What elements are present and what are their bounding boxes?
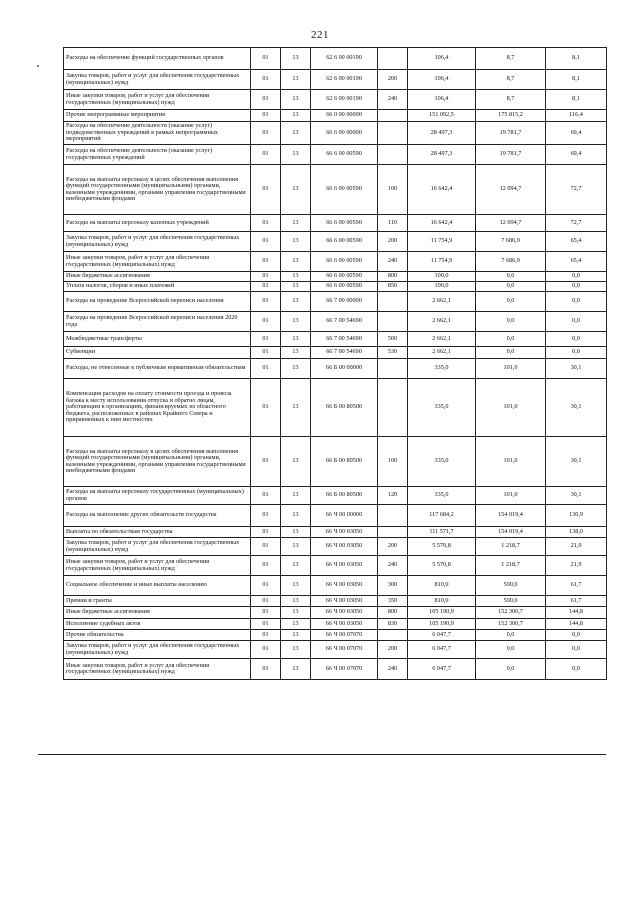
table-row <box>64 347 607 359</box>
subsection-code: 13 <box>281 215 311 232</box>
target-article-code: 66 7 00 54690 <box>311 332 378 347</box>
expense-name: Закупка товаров, работ и услуг для обеспечения государственных (муниципальных) нужд <box>64 232 251 252</box>
value-percent: 65,4 <box>546 252 607 272</box>
value-plan: 335,0 <box>408 487 476 505</box>
expense-name: Субвенции <box>64 347 251 359</box>
value-plan: 2 662,1 <box>408 312 476 332</box>
value-plan: 106,4 <box>408 70 476 90</box>
expense-type-code <box>378 110 408 122</box>
subsection-code: 13 <box>281 282 311 292</box>
target-article-code: 66 6 00 00000 <box>311 122 378 145</box>
expense-type-code: 300 <box>378 576 408 596</box>
target-article-code: 66 Ч 00 00000 <box>311 505 378 527</box>
expense-name: Расходы на выплаты персоналу казенных учреждений <box>64 215 251 232</box>
target-article-code: 66 6 00 00590 <box>311 165 378 215</box>
value-percent: 0,0 <box>546 347 607 359</box>
value-plan: 111 571,7 <box>408 527 476 538</box>
target-article-code: 62 6 00 00190 <box>311 70 378 90</box>
expense-type-code: 350 <box>378 596 408 607</box>
expense-name: Закупка товаров, работ и услуг для обеспечения государственных (муниципальных) нужд <box>64 538 251 556</box>
subsection-code: 13 <box>281 505 311 527</box>
expense-name: Расходы на выплаты персоналу в целях обеспечения выполнения функций государственными (муниципальными) органами, казенными учреждениями, органами управления государственными внебюджетными фондами <box>64 165 251 215</box>
expense-name: Расходы на выполнение других обязательств государства <box>64 505 251 527</box>
target-article-code: 66 Ч 00 03050 <box>311 619 378 630</box>
expense-type-code: 800 <box>378 607 408 619</box>
subsection-code: 13 <box>281 332 311 347</box>
subsection-code: 13 <box>281 379 311 437</box>
target-article-code: 66 6 00 00590 <box>311 272 378 282</box>
value-percent: 0,0 <box>546 312 607 332</box>
value-percent: 30,1 <box>546 359 607 379</box>
section-code: 01 <box>251 619 281 630</box>
value-actual: 152 300,7 <box>476 607 546 619</box>
value-actual: 500,0 <box>476 596 546 607</box>
table-row <box>64 312 607 332</box>
value-actual: 12 094,7 <box>476 215 546 232</box>
subsection-code: 13 <box>281 437 311 487</box>
value-plan: 100,0 <box>408 272 476 282</box>
section-code: 01 <box>251 70 281 90</box>
section-code: 01 <box>251 122 281 145</box>
value-plan: 5 570,8 <box>408 538 476 556</box>
value-plan: 2 662,1 <box>408 292 476 312</box>
target-article-code: 66 Б 00 80500 <box>311 437 378 487</box>
value-percent: 8,1 <box>546 90 607 110</box>
table-row <box>64 122 607 145</box>
target-article-code: 66 Ч 00 03050 <box>311 527 378 538</box>
value-plan: 106,4 <box>408 90 476 110</box>
subsection-code: 13 <box>281 272 311 282</box>
table-row <box>64 110 607 122</box>
table-row <box>64 145 607 165</box>
table-row <box>64 292 607 312</box>
expense-name: Расходы на выплаты персоналу в целях обеспечения выполнения функций государственными (муниципальными) органами, казенными учреждениями, органами управления государственными внебюджетными фондами <box>64 437 251 487</box>
expense-name: Иные закупки товаров, работ и услуг для обеспечения государственных (муниципальных) нужд <box>64 252 251 272</box>
expense-name: Исполнение судебных актов <box>64 619 251 630</box>
section-code: 01 <box>251 252 281 272</box>
value-percent: 72,7 <box>546 165 607 215</box>
section-code: 01 <box>251 145 281 165</box>
section-code: 01 <box>251 576 281 596</box>
section-code: 01 <box>251 110 281 122</box>
value-plan: 335,0 <box>408 359 476 379</box>
value-plan: 11 754,9 <box>408 252 476 272</box>
value-actual: 12 094,7 <box>476 165 546 215</box>
value-actual: 152 300,7 <box>476 619 546 630</box>
value-percent: 30,1 <box>546 437 607 487</box>
value-percent: 0,0 <box>546 641 607 659</box>
value-actual: 154 019,4 <box>476 527 546 538</box>
section-code: 01 <box>251 641 281 659</box>
target-article-code: 66 Ч 00 07070 <box>311 641 378 659</box>
expense-name: Расходы на обеспечение деятельности (оказание услуг) государственных учреждений <box>64 145 251 165</box>
value-actual: 0,0 <box>476 641 546 659</box>
value-actual: 0,0 <box>476 272 546 282</box>
table-row <box>64 90 607 110</box>
expense-type-code: 110 <box>378 215 408 232</box>
expense-type-code <box>378 122 408 145</box>
value-actual: 500,0 <box>476 576 546 596</box>
target-article-code: 66 Ч 00 03050 <box>311 538 378 556</box>
value-plan: 2 662,1 <box>408 332 476 347</box>
subsection-code: 13 <box>281 292 311 312</box>
subsection-code: 13 <box>281 145 311 165</box>
section-code: 01 <box>251 379 281 437</box>
target-article-code: 66 Ч 00 03050 <box>311 576 378 596</box>
value-actual: 101,0 <box>476 437 546 487</box>
value-plan: 106,4 <box>408 48 476 70</box>
value-actual: 101,0 <box>476 379 546 437</box>
expense-type-code <box>378 292 408 312</box>
expense-type-code: 240 <box>378 556 408 576</box>
value-plan: 335,0 <box>408 379 476 437</box>
expense-type-code: 830 <box>378 619 408 630</box>
target-article-code: 66 7 00 54690 <box>311 347 378 359</box>
subsection-code: 13 <box>281 487 311 505</box>
value-percent: 0,0 <box>546 292 607 312</box>
target-article-code: 62 6 00 00190 <box>311 90 378 110</box>
expense-name: Иные закупки товаров, работ и услуг для обеспечения государственных (муниципальных) нужд <box>64 659 251 680</box>
expense-type-code: 240 <box>378 252 408 272</box>
subsection-code: 13 <box>281 527 311 538</box>
value-plan: 105 190,9 <box>408 607 476 619</box>
value-plan: 2 662,1 <box>408 347 476 359</box>
target-article-code: 66 Ч 00 03050 <box>311 607 378 619</box>
table-row <box>64 437 607 487</box>
value-plan: 117 684,2 <box>408 505 476 527</box>
section-code: 01 <box>251 556 281 576</box>
subsection-code: 13 <box>281 70 311 90</box>
target-article-code: 66 6 00 00590 <box>311 215 378 232</box>
subsection-code: 13 <box>281 630 311 641</box>
target-article-code: 66 7 00 00000 <box>311 292 378 312</box>
expense-name: Выплаты по обязательствам государства <box>64 527 251 538</box>
expense-name: Прочие непрограммные мероприятия <box>64 110 251 122</box>
target-article-code: 66 Ч 00 07070 <box>311 630 378 641</box>
value-percent: 8,1 <box>546 70 607 90</box>
section-code: 01 <box>251 272 281 282</box>
section-code: 01 <box>251 48 281 70</box>
expense-name: Прочие обязательства <box>64 630 251 641</box>
table-row <box>64 576 607 596</box>
expense-name: Расходы на проведение Всероссийской переписи населения <box>64 292 251 312</box>
table-row <box>64 659 607 680</box>
value-actual: 19 781,7 <box>476 122 546 145</box>
value-actual: 101,0 <box>476 359 546 379</box>
expense-type-code: 200 <box>378 232 408 252</box>
target-article-code: 66 Б 00 80500 <box>311 487 378 505</box>
expense-type-code: 120 <box>378 487 408 505</box>
expense-type-code: 100 <box>378 165 408 215</box>
target-article-code: 66 Ч 00 03050 <box>311 596 378 607</box>
subsection-code: 13 <box>281 538 311 556</box>
value-percent: 30,1 <box>546 487 607 505</box>
target-article-code: 66 7 00 54690 <box>311 312 378 332</box>
expense-name: Социальное обеспечение и иные выплаты населению <box>64 576 251 596</box>
value-percent: 0,0 <box>546 630 607 641</box>
value-percent: 130,9 <box>546 505 607 527</box>
value-plan: 28 497,3 <box>408 122 476 145</box>
value-plan: 28 497,3 <box>408 145 476 165</box>
section-code: 01 <box>251 630 281 641</box>
value-plan: 11 754,9 <box>408 232 476 252</box>
value-plan: 151 092,5 <box>408 110 476 122</box>
section-code: 01 <box>251 527 281 538</box>
target-article-code: 66 6 00 00590 <box>311 282 378 292</box>
target-article-code: 66 Б 00 00000 <box>311 359 378 379</box>
expense-name: Иные бюджетные ассигнования <box>64 272 251 282</box>
value-plan: 5 570,8 <box>408 556 476 576</box>
value-percent: 69,4 <box>546 122 607 145</box>
table-row <box>64 252 607 272</box>
table-body <box>64 48 607 680</box>
table-row <box>64 359 607 379</box>
section-code: 01 <box>251 292 281 312</box>
expense-name: Компенсация расходов на оплату стоимости проезда и провоза багажа к месту использования отпуска и обратно лицам, работающим в организациях, финансируемых из областного бюджета, расположенных в районах Крайнего Севера и приравненных к ним местностях <box>64 379 251 437</box>
expense-name: Иные закупки товаров, работ и услуг для обеспечения государственных (муниципальных) нужд <box>64 556 251 576</box>
expense-type-code: 240 <box>378 90 408 110</box>
table-row <box>64 379 607 437</box>
section-code: 01 <box>251 607 281 619</box>
expense-name: Расходы на проведение Всероссийской переписи населения 2020 года <box>64 312 251 332</box>
section-code: 01 <box>251 312 281 332</box>
expense-name: Закупка товаров, работ и услуг для обеспечения государственных (муниципальных) нужд <box>64 641 251 659</box>
value-actual: 0,0 <box>476 292 546 312</box>
section-code: 01 <box>251 347 281 359</box>
subsection-code: 13 <box>281 122 311 145</box>
value-actual: 1 218,7 <box>476 556 546 576</box>
value-actual: 1 218,7 <box>476 538 546 556</box>
value-percent: 21,9 <box>546 556 607 576</box>
expense-type-code: 850 <box>378 282 408 292</box>
table-row <box>64 165 607 215</box>
table-row <box>64 505 607 527</box>
value-percent: 61,7 <box>546 596 607 607</box>
subsection-code: 13 <box>281 659 311 680</box>
target-article-code: 66 Б 00 80500 <box>311 379 378 437</box>
value-actual: 154 019,4 <box>476 505 546 527</box>
expense-type-code <box>378 312 408 332</box>
value-actual: 7 686,9 <box>476 232 546 252</box>
subsection-code: 13 <box>281 619 311 630</box>
expense-type-code <box>378 527 408 538</box>
expense-type-code <box>378 145 408 165</box>
table-row <box>64 630 607 641</box>
expense-name: Премии и гранты <box>64 596 251 607</box>
table-row <box>64 232 607 252</box>
value-percent: 0,0 <box>546 332 607 347</box>
subsection-code: 13 <box>281 252 311 272</box>
value-actual: 101,0 <box>476 487 546 505</box>
value-actual: 175 815,2 <box>476 110 546 122</box>
subsection-code: 13 <box>281 232 311 252</box>
value-percent: 0,0 <box>546 282 607 292</box>
expense-type-code: 500 <box>378 332 408 347</box>
value-percent: 0,0 <box>546 659 607 680</box>
value-percent: 65,4 <box>546 232 607 252</box>
value-plan: 6 047,7 <box>408 659 476 680</box>
table-row <box>64 48 607 70</box>
table-row <box>64 70 607 90</box>
expense-type-code <box>378 630 408 641</box>
subsection-code: 13 <box>281 347 311 359</box>
value-percent: 72,7 <box>546 215 607 232</box>
value-percent: 69,4 <box>546 145 607 165</box>
expense-name: Закупка товаров, работ и услуг для обеспечения государственных (муниципальных) нужд <box>64 70 251 90</box>
table-row <box>64 641 607 659</box>
table-row <box>64 272 607 282</box>
value-plan: 100,0 <box>408 282 476 292</box>
section-code: 01 <box>251 596 281 607</box>
subsection-code: 13 <box>281 641 311 659</box>
value-actual: 8,7 <box>476 70 546 90</box>
section-code: 01 <box>251 232 281 252</box>
target-article-code: 66 Ч 00 07070 <box>311 659 378 680</box>
value-percent: 138,0 <box>546 527 607 538</box>
section-code: 01 <box>251 90 281 110</box>
value-actual: 0,0 <box>476 659 546 680</box>
value-percent: 0,0 <box>546 272 607 282</box>
expense-type-code: 100 <box>378 437 408 487</box>
value-plan: 16 642,4 <box>408 215 476 232</box>
value-actual: 0,0 <box>476 282 546 292</box>
expense-name: Расходы на выплаты персоналу государственных (муниципальных) органов <box>64 487 251 505</box>
scan-speck <box>37 65 39 67</box>
table-row <box>64 556 607 576</box>
value-actual: 7 686,9 <box>476 252 546 272</box>
target-article-code: 66 0 00 00000 <box>311 110 378 122</box>
expense-name: Иные бюджетные ассигнования <box>64 607 251 619</box>
expense-type-code <box>378 359 408 379</box>
value-plan: 6 047,7 <box>408 641 476 659</box>
value-percent: 61,7 <box>546 576 607 596</box>
expense-type-code: 200 <box>378 70 408 90</box>
target-article-code: 66 6 00 00590 <box>311 252 378 272</box>
subsection-code: 13 <box>281 312 311 332</box>
value-actual: 0,0 <box>476 347 546 359</box>
section-code: 01 <box>251 165 281 215</box>
expense-type-code: 240 <box>378 659 408 680</box>
subsection-code: 13 <box>281 596 311 607</box>
value-actual: 0,0 <box>476 312 546 332</box>
section-code: 01 <box>251 215 281 232</box>
subsection-code: 13 <box>281 607 311 619</box>
expense-name: Расходы на обеспечение деятельности (оказание услуг) подведомственных учреждений в рамках непрограммных мероприятий <box>64 122 251 145</box>
budget-table <box>63 47 607 680</box>
expense-type-code <box>378 505 408 527</box>
value-plan: 16 642,4 <box>408 165 476 215</box>
section-code: 01 <box>251 659 281 680</box>
expense-type-code: 530 <box>378 347 408 359</box>
expense-name: Иные закупки товаров, работ и услуг для обеспечения государственных (муниципальных) нужд <box>64 90 251 110</box>
expense-name: Расходы, не отнесенные к публичным нормативным обязательствам <box>64 359 251 379</box>
subsection-code: 13 <box>281 576 311 596</box>
target-article-code: 62 6 00 00190 <box>311 48 378 70</box>
page-number: 221 <box>311 29 329 41</box>
section-code: 01 <box>251 505 281 527</box>
table-row <box>64 538 607 556</box>
value-plan: 335,0 <box>408 437 476 487</box>
target-article-code: 66 6 00 00590 <box>311 232 378 252</box>
value-percent: 30,1 <box>546 379 607 437</box>
value-actual: 19 781,7 <box>476 145 546 165</box>
table-row <box>64 487 607 505</box>
table-row <box>64 619 607 630</box>
section-code: 01 <box>251 282 281 292</box>
table-row <box>64 596 607 607</box>
table-row <box>64 527 607 538</box>
expense-type-code: 200 <box>378 641 408 659</box>
section-code: 01 <box>251 332 281 347</box>
subsection-code: 13 <box>281 556 311 576</box>
expense-name: Расходы на обеспечение функций государственных органов <box>64 48 251 70</box>
expense-type-code <box>378 48 408 70</box>
target-article-code: 66 Ч 00 03050 <box>311 556 378 576</box>
value-actual: 8,7 <box>476 90 546 110</box>
value-percent: 116,4 <box>546 110 607 122</box>
value-percent: 144,8 <box>546 619 607 630</box>
target-article-code: 66 6 00 00590 <box>311 145 378 165</box>
value-plan: 6 047,7 <box>408 630 476 641</box>
expense-type-code: 200 <box>378 538 408 556</box>
section-code: 01 <box>251 359 281 379</box>
table-row <box>64 607 607 619</box>
table-row <box>64 332 607 347</box>
section-code: 01 <box>251 538 281 556</box>
subsection-code: 13 <box>281 90 311 110</box>
expense-type-code: 800 <box>378 272 408 282</box>
value-actual: 0,0 <box>476 332 546 347</box>
section-code: 01 <box>251 437 281 487</box>
subsection-code: 13 <box>281 48 311 70</box>
value-plan: 105 190,9 <box>408 619 476 630</box>
bottom-rule <box>38 754 606 755</box>
expense-type-code <box>378 379 408 437</box>
value-percent: 144,8 <box>546 607 607 619</box>
value-actual: 8,7 <box>476 48 546 70</box>
value-plan: 810,0 <box>408 596 476 607</box>
value-plan: 810,0 <box>408 576 476 596</box>
section-code: 01 <box>251 487 281 505</box>
table-row <box>64 282 607 292</box>
subsection-code: 13 <box>281 359 311 379</box>
subsection-code: 13 <box>281 165 311 215</box>
value-actual: 0,0 <box>476 630 546 641</box>
subsection-code: 13 <box>281 110 311 122</box>
value-percent: 8,1 <box>546 48 607 70</box>
value-percent: 21,9 <box>546 538 607 556</box>
expense-name: Уплата налогов, сборов и иных платежей <box>64 282 251 292</box>
table-row <box>64 215 607 232</box>
expense-name: Межбюджетные трансферты <box>64 332 251 347</box>
